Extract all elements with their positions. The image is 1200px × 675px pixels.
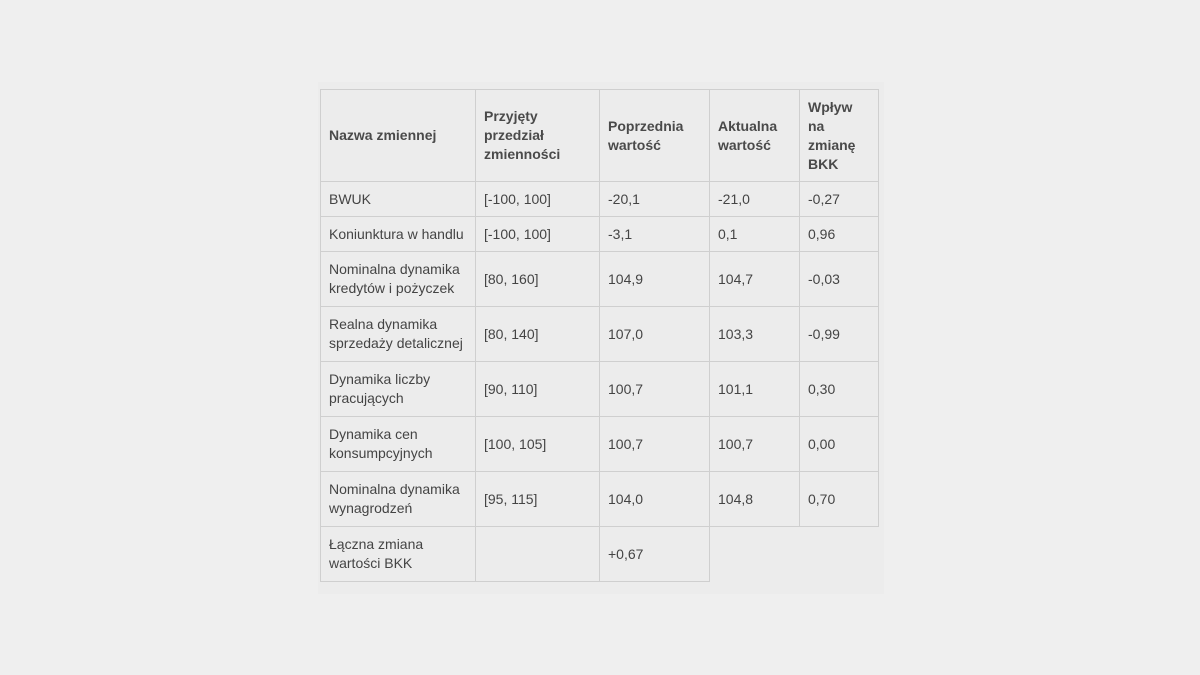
cell-variable-name: Nominalna dynamika wynagrodzeń xyxy=(321,472,476,527)
cell-current-value: 100,7 xyxy=(710,417,800,472)
table-row xyxy=(321,252,879,307)
cell-impact: 0,70 xyxy=(800,472,879,527)
cell-current-value: 101,1 xyxy=(710,362,800,417)
header-variable-name: Nazwa zmiennej xyxy=(321,90,476,182)
summary-row xyxy=(321,527,879,582)
header-range: Przyjęty przedział zmienności xyxy=(476,90,600,182)
cell-range: [-100, 100] xyxy=(476,182,600,217)
cell-previous-value: 100,7 xyxy=(600,417,710,472)
cell-current-value: 104,8 xyxy=(710,472,800,527)
cell-range: [100, 105] xyxy=(476,417,600,472)
cell-current-value: 103,3 xyxy=(710,307,800,362)
table-row xyxy=(321,307,879,362)
cell-current-value: 0,1 xyxy=(710,217,800,252)
cell-impact: -0,03 xyxy=(800,252,879,307)
cell-variable-name: Koniunktura w handlu xyxy=(321,217,476,252)
table-row xyxy=(321,362,879,417)
cell-impact: 0,00 xyxy=(800,417,879,472)
summary-empty-cell xyxy=(710,527,800,582)
cell-range: [80, 160] xyxy=(476,252,600,307)
header-impact: Wpływ na zmianę BKK xyxy=(800,90,879,182)
cell-previous-value: -20,1 xyxy=(600,182,710,217)
cell-previous-value: 104,9 xyxy=(600,252,710,307)
cell-current-value: 104,7 xyxy=(710,252,800,307)
cell-current-value: -21,0 xyxy=(710,182,800,217)
header-previous-value: Poprzednia wartość xyxy=(600,90,710,182)
summary-range xyxy=(476,527,600,582)
cell-variable-name: Nominalna dynamika kredytów i pożyczek xyxy=(321,252,476,307)
cell-impact: -0,99 xyxy=(800,307,879,362)
cell-variable-name: BWUK xyxy=(321,182,476,217)
summary-empty-cell xyxy=(800,527,879,582)
cell-range: [80, 140] xyxy=(476,307,600,362)
table-row xyxy=(321,217,879,252)
cell-variable-name: Realna dynamika sprzedaży detalicznej xyxy=(321,307,476,362)
table-row xyxy=(321,472,879,527)
cell-range: [90, 110] xyxy=(476,362,600,417)
summary-value: +0,67 xyxy=(600,527,710,582)
cell-range: [95, 115] xyxy=(476,472,600,527)
cell-impact: 0,30 xyxy=(800,362,879,417)
cell-previous-value: 104,0 xyxy=(600,472,710,527)
cell-impact: -0,27 xyxy=(800,182,879,217)
header-current-value: Aktualna wartość xyxy=(710,90,800,182)
cell-variable-name: Dynamika cen konsumpcyjnych xyxy=(321,417,476,472)
cell-variable-name: Dynamika liczby pracujących xyxy=(321,362,476,417)
cell-range: [-100, 100] xyxy=(476,217,600,252)
header-row xyxy=(321,90,879,182)
bkk-table xyxy=(320,89,879,582)
cell-previous-value: -3,1 xyxy=(600,217,710,252)
cell-previous-value: 107,0 xyxy=(600,307,710,362)
cell-previous-value: 100,7 xyxy=(600,362,710,417)
table-row xyxy=(321,417,879,472)
cell-impact: 0,96 xyxy=(800,217,879,252)
summary-label: Łączna zmiana wartości BKK xyxy=(321,527,476,582)
table-row xyxy=(321,182,879,217)
